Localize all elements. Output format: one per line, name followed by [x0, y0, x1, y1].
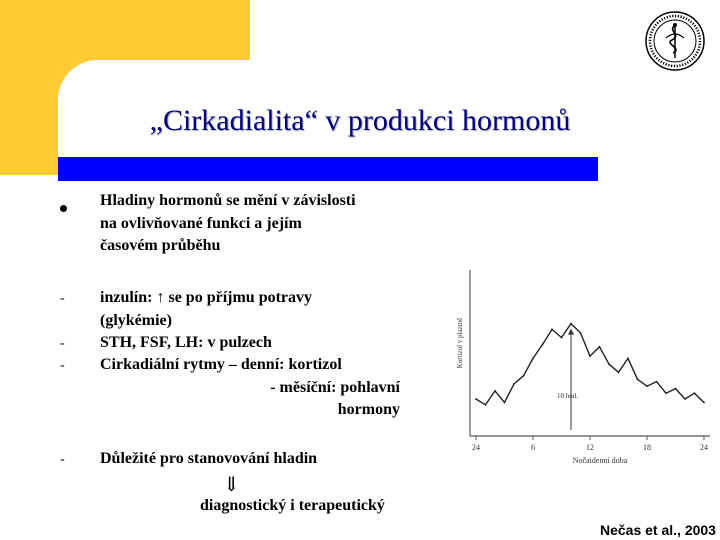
data-point: [504, 402, 506, 404]
bullet-dash: -: [60, 452, 65, 467]
data-point: [703, 402, 705, 404]
bullet-line: - měsíční: pohlavní: [270, 378, 400, 396]
bullet-dash: -: [60, 358, 65, 373]
citation: Nečas et al., 2003: [600, 522, 716, 538]
x-tick-label: 24: [700, 443, 708, 452]
bullet-dash: -: [60, 336, 65, 351]
data-point: [475, 398, 477, 400]
series-line: [476, 324, 704, 405]
bullet-item: [100, 287, 480, 332]
data-point: [542, 344, 544, 346]
annotation-label: 10 hod.: [557, 392, 578, 400]
data-point: [627, 358, 629, 360]
data-point: [646, 385, 648, 387]
data-point: [589, 355, 591, 357]
x-tick-label: 24: [472, 443, 480, 452]
bullet-line: Důležité pro stanovování hladin: [100, 450, 318, 467]
university-seal-icon: [644, 10, 706, 72]
data-point: [637, 378, 639, 380]
x-tick-label: 12: [586, 443, 594, 452]
x-axis-label: Nočaidenní doba: [572, 456, 628, 465]
bullet-line: (glykémie): [100, 311, 172, 329]
bullet-item: [100, 190, 480, 258]
data-point: [523, 375, 525, 377]
data-point: [694, 392, 696, 394]
bullet-line: hormony: [337, 401, 400, 418]
bullet-line: Cirkadiální rytmy – denní: kortizol: [100, 356, 342, 373]
bullet-line: Hladiny hormonů se mění v závislosti: [100, 192, 356, 209]
annotation-arrowhead: [568, 329, 574, 335]
data-point: [599, 346, 601, 348]
x-tick-label: 18: [643, 443, 651, 452]
data-point: [618, 371, 620, 373]
data-point: [684, 398, 686, 400]
data-point: [665, 392, 667, 394]
title-underline-bar: [58, 157, 598, 181]
data-point: [656, 381, 658, 383]
data-point: [580, 332, 582, 334]
data-point: [485, 404, 487, 406]
data-point: [532, 358, 534, 360]
y-axis-label: Kortizol v plazmě: [456, 317, 464, 369]
x-tick-label: 6: [531, 443, 535, 452]
bullet-dot-icon: [60, 197, 80, 220]
diagnostic-text: diagnostický i terapeutický: [200, 497, 385, 514]
bullet-line: STH, FSF, LH: v pulzech: [100, 334, 272, 351]
data-point: [570, 323, 572, 325]
bullet-dash: -: [60, 291, 65, 306]
implies-arrow-icon: ⇓: [223, 474, 240, 496]
bullet-line: inzulín: ↑ se po příjmu potravy: [100, 289, 313, 306]
data-point: [608, 363, 610, 365]
bullet-item: [100, 332, 480, 355]
data-point: [494, 390, 496, 392]
bullet-line: na ovlivňované funkci a jejím: [100, 214, 302, 232]
data-point: [551, 329, 553, 331]
bullet-item: [100, 448, 480, 471]
cortisol-chart: [440, 258, 720, 468]
bullet-item: [100, 354, 400, 422]
slide-title: „Cirkadialita“ v produkci hormonů: [149, 104, 571, 137]
data-point: [561, 337, 563, 339]
data-point: [675, 388, 677, 390]
bullet-line: časovém průběhu: [100, 237, 221, 254]
data-point: [513, 383, 515, 385]
